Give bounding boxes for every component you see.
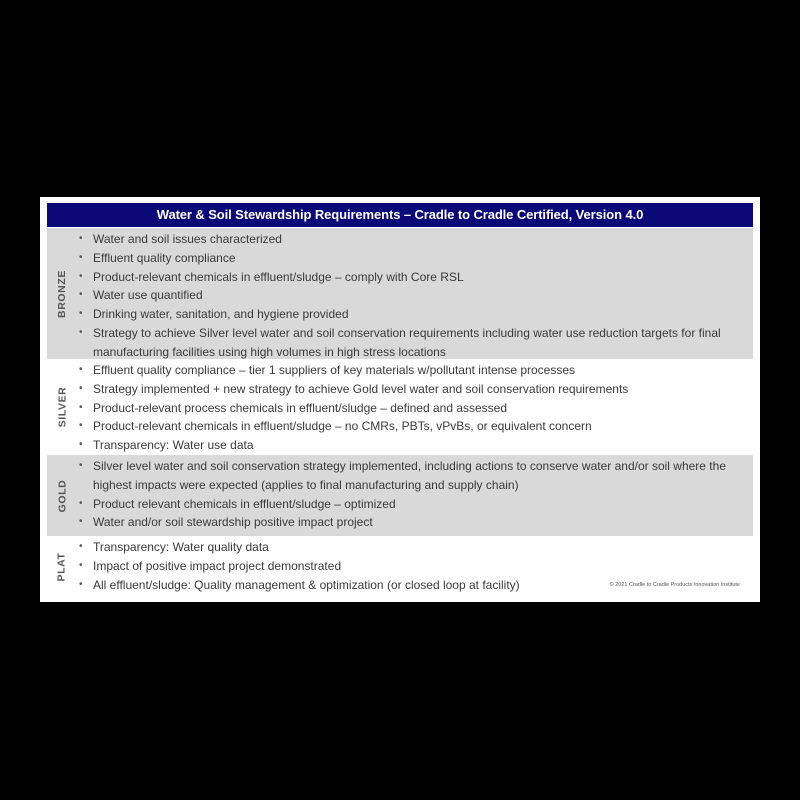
list-item: • Impact of positive impact project demonstrated bbox=[77, 557, 745, 576]
tier-silver bbox=[47, 359, 753, 455]
list-item: • Water and soil issues characterized bbox=[77, 230, 745, 249]
tier-label bbox=[47, 455, 77, 536]
tier-label-silver: SILVER bbox=[56, 386, 68, 428]
tier-gold bbox=[47, 455, 753, 536]
tier-platinum bbox=[47, 536, 753, 598]
list-item: • Strategy implemented + new strategy to achieve Gold level water and soil conservation requirements bbox=[77, 380, 745, 399]
list-item: • Product-relevant chemicals in effluent/sludge – comply with Core RSL bbox=[77, 268, 745, 287]
list-item: • Product-relevant process chemicals in effluent/sludge – defined and assessed bbox=[77, 399, 745, 418]
list-item: • Product relevant chemicals in effluent/sludge – optimized bbox=[77, 495, 745, 514]
tier-label bbox=[47, 536, 77, 598]
table-title: Water & Soil Stewardship Requirements – Cradle to Cradle Certified, Version 4.0 bbox=[47, 203, 753, 227]
tier-label-gold: GOLD bbox=[56, 479, 69, 512]
list-item: • Transparency: Water use data bbox=[77, 436, 745, 455]
list-item: • Water and/or soil stewardship positive impact project bbox=[77, 513, 745, 532]
requirements-list bbox=[77, 457, 745, 532]
list-item: • Product-relevant chemicals in effluent/sludge – no CMRs, PBTs, vPvBs, or equivalent concern bbox=[77, 417, 745, 436]
requirements-slide bbox=[40, 197, 760, 602]
list-item: • Silver level water and soil conservation strategy implemented, including actions to conserve water and/or soil where the highest impacts were expected (applies to final manufacturing and supply chain) bbox=[77, 457, 745, 495]
tier-label-bronze: BRONZE bbox=[56, 269, 68, 318]
tier-bronze bbox=[47, 228, 753, 359]
tier-label bbox=[47, 359, 77, 455]
list-item: • Effluent quality compliance bbox=[77, 249, 745, 268]
copyright-notice: © 2021 Cradle to Cradle Products Innovation Institute bbox=[609, 582, 740, 588]
tier-label bbox=[47, 228, 77, 359]
list-item: • Water use quantified bbox=[77, 286, 745, 305]
list-item: • Transparency: Water quality data bbox=[77, 538, 745, 557]
list-item: • Effluent quality compliance – tier 1 suppliers of key materials w/pollutant intense processes bbox=[77, 361, 745, 380]
requirements-list bbox=[77, 230, 745, 362]
list-item: • Drinking water, sanitation, and hygiene provided bbox=[77, 305, 745, 324]
list-item: • All effluent/sludge: Quality management & optimization (or closed loop at facility) bbox=[77, 576, 745, 595]
requirements-list bbox=[77, 361, 745, 455]
list-item: • Strategy to achieve Silver level water and soil conservation requirements including water use reduction targets for final manufacturing facilities using high volumes in high stress locations bbox=[77, 324, 745, 362]
tier-label-plat: PLAT bbox=[55, 552, 68, 582]
